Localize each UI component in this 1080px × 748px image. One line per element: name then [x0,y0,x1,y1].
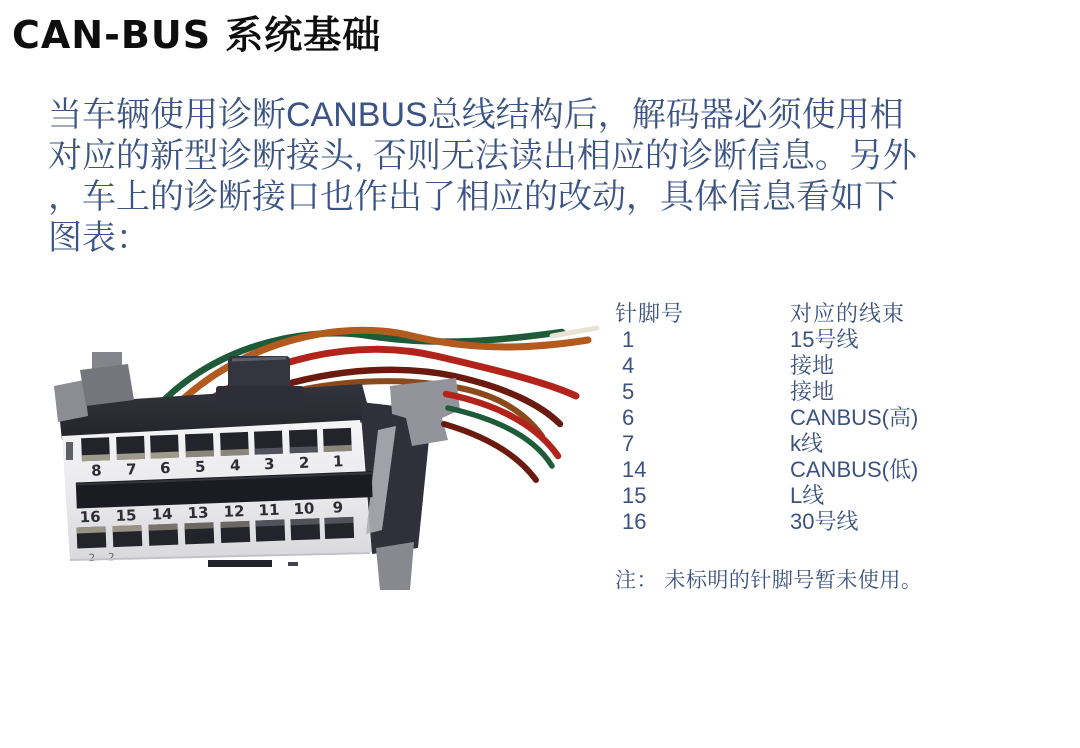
pin-number-cell: 6 [622,405,635,430]
bottom-notch [288,562,298,566]
wire-green [448,408,552,466]
pin-number-cell: 7 [622,431,635,456]
pin-table-row [615,353,918,379]
pin-label: 5 [194,457,206,476]
intro-paragraph [48,95,948,259]
pin-label: 10 [293,499,315,519]
wire-maroon [444,424,536,480]
left-latch [80,364,134,406]
paragraph-line: 对应的新型诊断接头, 否则无法读出相应的诊断信息。另外 [48,137,917,175]
pin-number-cell: 16 [622,509,647,534]
pin-label: 2 [298,453,310,472]
pin-label: 12 [223,502,245,521]
paragraph-line: 当车辆使用诊断CANBUS总线结构后，解码器必须使用相 [48,96,904,134]
pin-label: 6 [159,458,171,478]
pin-number-cell: 15 [622,483,647,508]
pin-table-row [615,509,918,535]
wire-name-cell: k线 [790,431,824,456]
wire-name-cell: CANBUS(高) [790,405,919,430]
pin-table-row [615,379,918,405]
pin-label: 14 [151,504,173,524]
pin-table [615,301,918,535]
middle-latch-base [216,386,304,408]
right-foot [376,542,414,590]
pin-label: 13 [187,503,209,523]
wire-name-cell: CANBUS(低) [790,457,919,482]
pin-number-cell: 4 [622,353,635,378]
pin-table-row [615,457,918,483]
pin-table-row [615,405,918,431]
pin-label: 16 [79,507,101,527]
pin-label: 8 [90,461,102,480]
pin-table-header [615,301,918,327]
mold-mark: 2 2 [88,551,120,565]
pin-table-row [615,327,918,353]
table-note: 注： 未标明的针脚号暂未使用。 [615,569,923,592]
pin-number-cell: 14 [622,457,647,482]
wire-name-cell: 30号线 [790,509,859,534]
wire-name-cell: 15号线 [790,327,859,352]
pin-number-cell: 1 [622,327,635,352]
pin-label: 4 [229,456,241,475]
pin-table-row [615,483,918,509]
paragraph-line: ，车上的诊断接口也作出了相应的改动，具体信息看如下 [48,178,898,216]
pin-label: 9 [332,498,344,517]
pin-label: 1 [332,452,344,471]
wire-name-cell: 接地 [790,379,835,404]
wire-column-header: 对应的线束 [790,301,906,326]
pin-number-cell: 5 [622,379,635,404]
pin-table-row [615,431,918,457]
bottom-slot [208,560,272,567]
connector-photo [40,290,600,620]
pin-label: 3 [263,454,275,474]
page-title: CAN-BUS 系统基础 [12,13,382,57]
pin-label: 7 [125,460,137,479]
wire-name-cell: L线 [790,483,825,508]
paragraph-line: 图表： [48,219,150,257]
pin-column-header: 针脚号 [615,301,685,326]
pin-label: 15 [115,506,137,526]
pin-label: 11 [258,500,280,520]
wire-name-cell: 接地 [790,353,835,378]
